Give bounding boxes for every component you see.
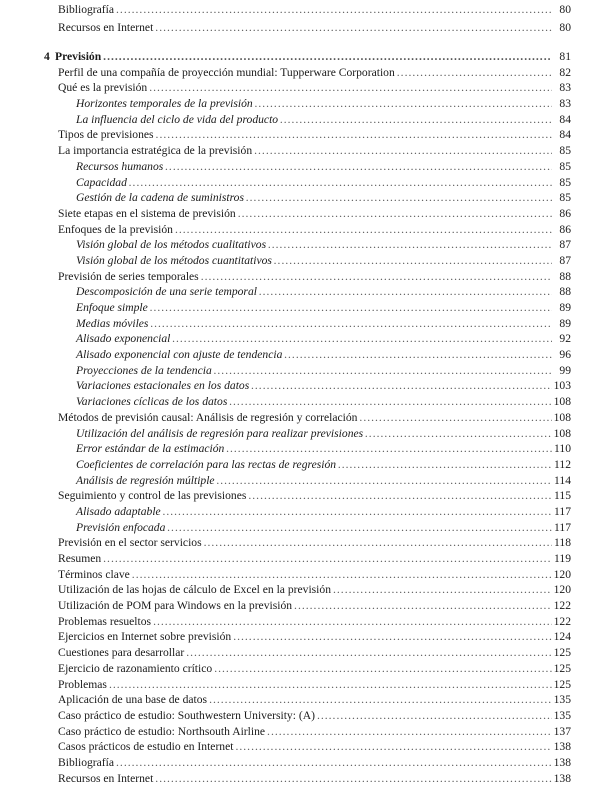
toc-entry[interactable] bbox=[0, 520, 600, 536]
dot-leader bbox=[267, 724, 552, 740]
toc-entry-title: Gestión de la cadena de suministros bbox=[76, 191, 244, 205]
toc-entry-title: Caso práctico de estudio: Southwestern University: (A) bbox=[58, 708, 315, 722]
toc-entry-title: Visión global de los métodos cualitativos bbox=[76, 238, 267, 252]
dot-leader bbox=[217, 473, 552, 489]
toc-entry-title: Siete etapas en el sistema de previsión bbox=[58, 206, 236, 220]
toc-entry[interactable] bbox=[0, 708, 600, 724]
toc-entry-title: Seguimiento y control de las previsiones bbox=[58, 489, 247, 503]
dot-leader bbox=[116, 755, 552, 771]
dot-leader bbox=[201, 269, 552, 285]
dot-leader bbox=[259, 284, 552, 300]
toc-entry-title: Cuestiones para desarrollar bbox=[58, 646, 185, 660]
toc-entry-title: Descomposición de una serie temporal bbox=[76, 285, 257, 299]
dot-leader bbox=[233, 629, 552, 645]
toc-entry[interactable] bbox=[0, 206, 600, 222]
dot-leader bbox=[103, 551, 552, 567]
toc-entry[interactable] bbox=[0, 394, 600, 410]
dot-leader bbox=[229, 394, 552, 410]
toc-entry-page: 112 bbox=[554, 457, 571, 471]
toc-entry-title: Variaciones cíclicas de los datos bbox=[76, 395, 228, 409]
toc-entry-page: 108 bbox=[553, 395, 571, 409]
toc-entry[interactable] bbox=[0, 237, 600, 253]
toc-entry[interactable] bbox=[0, 771, 600, 787]
toc-entry-page: 85 bbox=[559, 191, 571, 205]
dot-leader bbox=[209, 692, 552, 708]
dot-leader bbox=[246, 190, 552, 206]
dot-leader bbox=[165, 159, 552, 175]
previous-chapter-tail bbox=[0, 1, 600, 37]
toc-entry-page: 135 bbox=[553, 708, 571, 722]
dot-leader bbox=[338, 457, 552, 473]
toc-entry-page: 115 bbox=[554, 489, 571, 503]
toc-entry[interactable] bbox=[0, 426, 600, 442]
toc-entry-page: 119 bbox=[554, 552, 571, 565]
toc-entry-page: 89 bbox=[559, 301, 571, 314]
toc-entry-title: Alisado adaptable bbox=[76, 504, 161, 518]
dot-leader bbox=[226, 441, 552, 457]
toc-entry-page: 138 bbox=[553, 740, 571, 754]
chapter-page: 81 bbox=[559, 50, 571, 63]
toc-entry-page: 85 bbox=[559, 175, 571, 189]
toc-entry-title: Tipos de previsiones bbox=[58, 128, 154, 142]
dot-leader bbox=[175, 222, 552, 238]
toc-entry-title: Proyecciones de la tendencia bbox=[76, 363, 212, 377]
toc-entry-title: Error estándar de la estimación bbox=[76, 442, 225, 456]
toc-entry-title: La importancia estratégica de la previsión bbox=[58, 144, 253, 158]
toc-entry-title: Horizontes temporales de la previsión bbox=[76, 97, 253, 111]
toc-entry[interactable] bbox=[0, 65, 600, 81]
toc-entry[interactable] bbox=[0, 677, 600, 693]
dot-leader bbox=[156, 127, 552, 143]
toc-entry-title: Utilización del análisis de regresión para realizar previsiones bbox=[76, 426, 364, 440]
toc-entry-page: 122 bbox=[553, 599, 571, 613]
toc-entry-title: Recursos en Internet bbox=[58, 21, 154, 34]
toc-entry-page: 89 bbox=[559, 316, 571, 330]
toc-entry[interactable] bbox=[0, 504, 600, 520]
dot-leader bbox=[155, 19, 552, 37]
dot-leader bbox=[172, 331, 552, 347]
toc-entry[interactable] bbox=[0, 363, 600, 379]
toc-entry-page: 88 bbox=[559, 285, 571, 299]
dot-leader bbox=[238, 206, 552, 222]
toc-entry-title: Utilización de las hojas de cálculo de Excel en la previsión bbox=[58, 583, 331, 597]
toc-entry[interactable] bbox=[0, 331, 600, 347]
toc-entry[interactable] bbox=[0, 724, 600, 740]
toc-entry-title: Utilización de POM para Windows en la previsión bbox=[58, 599, 293, 613]
toc-entry-page: 82 bbox=[559, 65, 571, 79]
toc-entry-title: Bibliografía bbox=[58, 755, 115, 769]
dot-leader bbox=[186, 645, 552, 661]
toc-entry[interactable] bbox=[0, 567, 600, 583]
toc-entry-title: Recursos humanos bbox=[76, 159, 164, 173]
toc-entry-title: Ejercicio de razonamiento crítico bbox=[58, 661, 213, 675]
dot-leader bbox=[235, 739, 552, 755]
toc-entry-page: 80 bbox=[559, 21, 571, 34]
dot-leader bbox=[251, 378, 552, 394]
toc-entry-title: Alisado exponencial con ajuste de tendencia bbox=[76, 348, 283, 362]
dot-leader bbox=[132, 567, 552, 583]
toc-entry[interactable] bbox=[0, 457, 600, 473]
dot-leader bbox=[163, 504, 552, 520]
toc-entry-title: Medias móviles bbox=[76, 316, 149, 330]
toc-entry-title: Variaciones estacionales en los datos bbox=[76, 379, 250, 393]
dot-leader bbox=[255, 96, 552, 112]
toc-entry-page: 87 bbox=[559, 253, 571, 267]
toc-entry-title: Alisado exponencial bbox=[76, 332, 171, 346]
dot-leader bbox=[167, 520, 552, 536]
dot-leader bbox=[365, 426, 552, 442]
toc-entry[interactable] bbox=[0, 645, 600, 661]
toc-entry[interactable] bbox=[0, 175, 600, 191]
toc-entry-page: 85 bbox=[559, 144, 571, 158]
dot-leader bbox=[280, 112, 552, 128]
toc-entry-title: Aplicación de una base de datos bbox=[58, 693, 208, 707]
toc-entry[interactable] bbox=[0, 378, 600, 394]
toc-entry-page: 124 bbox=[553, 630, 571, 644]
toc-entry[interactable] bbox=[0, 300, 600, 316]
toc-entry-title: Visión global de los métodos cuantitativos bbox=[76, 253, 272, 267]
toc-entry[interactable] bbox=[0, 159, 600, 175]
toc-entry-page: 138 bbox=[553, 771, 571, 785]
dot-leader bbox=[150, 316, 552, 332]
toc-entry-page: 99 bbox=[559, 363, 571, 377]
toc-entry[interactable] bbox=[0, 739, 600, 755]
toc-entry-page: 117 bbox=[554, 504, 571, 518]
toc-entry-title: Problemas bbox=[58, 677, 107, 691]
dot-leader bbox=[317, 708, 552, 724]
toc-entry-title: Recursos en Internet bbox=[58, 771, 154, 785]
toc-entry-title: La influencia del ciclo de vida del producto bbox=[76, 112, 279, 126]
toc-entry[interactable] bbox=[0, 127, 600, 143]
toc-entry[interactable] bbox=[0, 1, 600, 19]
toc-entry-page: 108 bbox=[553, 410, 571, 424]
dot-leader bbox=[359, 410, 552, 426]
toc-entry[interactable] bbox=[0, 96, 600, 112]
toc-entry[interactable] bbox=[0, 253, 600, 269]
toc-entry[interactable] bbox=[0, 473, 600, 489]
toc-entry[interactable] bbox=[0, 222, 600, 238]
dot-leader bbox=[248, 488, 552, 504]
toc-entry-title: Enfoques de la previsión bbox=[58, 222, 173, 236]
toc-entry-title: Qué es la previsión bbox=[58, 81, 148, 95]
dot-leader bbox=[254, 143, 552, 159]
toc-entry-title: Análisis de regresión múltiple bbox=[76, 473, 215, 487]
dot-leader bbox=[284, 347, 552, 363]
dot-leader bbox=[333, 582, 552, 598]
toc-entry-page: 122 bbox=[553, 614, 571, 628]
toc-entry[interactable] bbox=[0, 347, 600, 363]
toc-entry[interactable] bbox=[0, 535, 600, 551]
dot-leader bbox=[155, 771, 552, 787]
toc-entry[interactable] bbox=[0, 488, 600, 504]
toc-entry-title: Previsión de series temporales bbox=[58, 269, 199, 283]
toc-entry-title: Enfoque simple bbox=[76, 301, 148, 314]
toc-entry-page: 96 bbox=[559, 348, 571, 362]
toc-entry-page: 86 bbox=[559, 206, 571, 220]
dot-leader bbox=[129, 175, 552, 191]
toc-entry-title: Previsión enfocada bbox=[76, 520, 166, 534]
toc-entry[interactable] bbox=[0, 661, 600, 677]
toc-entry-page: 84 bbox=[559, 128, 571, 142]
dot-leader bbox=[150, 300, 552, 316]
dot-leader bbox=[204, 535, 552, 551]
dot-leader bbox=[294, 598, 552, 614]
toc-entry[interactable] bbox=[0, 582, 600, 598]
toc-entry-page: 92 bbox=[559, 332, 571, 346]
toc-entry-title: Bibliografía bbox=[58, 3, 115, 16]
toc-entry-page: 80 bbox=[559, 3, 571, 16]
dot-leader bbox=[274, 253, 552, 269]
toc-entry-title: Caso práctico de estudio: Northsouth Airline bbox=[58, 724, 266, 738]
toc-chapter-heading[interactable] bbox=[0, 49, 600, 65]
toc-entry-page: 108 bbox=[553, 426, 571, 440]
toc-entry-page: 125 bbox=[553, 646, 571, 660]
toc-entry[interactable] bbox=[0, 551, 600, 567]
toc-entry[interactable] bbox=[0, 692, 600, 708]
toc-entry[interactable] bbox=[0, 755, 600, 771]
dot-leader bbox=[149, 80, 552, 96]
toc-entry[interactable] bbox=[0, 143, 600, 159]
toc-entry[interactable] bbox=[0, 410, 600, 426]
toc-entry-page: 118 bbox=[554, 536, 571, 550]
toc-entry[interactable] bbox=[0, 80, 600, 96]
toc-entry-title: Resumen bbox=[58, 552, 102, 565]
toc-entry-title: Coeficientes de correlación para las rectas de regresión bbox=[76, 457, 337, 471]
toc-entry-page: 117 bbox=[554, 520, 571, 534]
toc-entry[interactable] bbox=[0, 316, 600, 332]
toc-entry-page: 83 bbox=[559, 81, 571, 95]
toc-entry-title: Ejercicios en Internet sobre previsión bbox=[58, 630, 232, 644]
toc-entry-page: 88 bbox=[559, 269, 571, 283]
chapter-number: 4 bbox=[44, 50, 50, 63]
toc-entry-page: 86 bbox=[559, 222, 571, 236]
toc-entry-page: 87 bbox=[559, 238, 571, 252]
toc-entry-page: 83 bbox=[559, 97, 571, 111]
dot-leader bbox=[116, 1, 552, 19]
toc-entry-title: Casos prácticos de estudio en Internet bbox=[58, 740, 234, 754]
toc-entry-page: 85 bbox=[559, 159, 571, 173]
toc-entry-page: 125 bbox=[553, 677, 571, 691]
toc-entry[interactable] bbox=[0, 190, 600, 206]
toc-entry[interactable] bbox=[0, 441, 600, 457]
toc-entry-page: 120 bbox=[553, 583, 571, 597]
toc-entry-page: 125 bbox=[553, 661, 571, 675]
toc-entry-page: 137 bbox=[553, 724, 571, 738]
toc-entry-page: 84 bbox=[559, 112, 571, 126]
toc-entry-title: Términos clave bbox=[58, 567, 130, 581]
dot-leader bbox=[268, 237, 552, 253]
toc-entry-page: 120 bbox=[553, 567, 571, 581]
toc-entry-title: Capacidad bbox=[76, 175, 127, 189]
toc-entry[interactable] bbox=[0, 614, 600, 630]
dot-leader bbox=[214, 363, 552, 379]
toc-entry-title: Problemas resueltos bbox=[58, 614, 152, 628]
toc-entry[interactable] bbox=[0, 598, 600, 614]
dot-leader bbox=[103, 49, 552, 65]
toc-entry-page: 138 bbox=[553, 755, 571, 769]
toc-entry-page: 135 bbox=[553, 693, 571, 707]
toc-entry-page: 114 bbox=[554, 473, 571, 487]
dot-leader bbox=[214, 661, 552, 677]
toc-entry[interactable] bbox=[0, 19, 600, 37]
toc-entry-title: Métodos de previsión causal: Análisis de regresión y correlación bbox=[58, 410, 358, 424]
dot-leader bbox=[153, 614, 552, 630]
toc-entry[interactable] bbox=[0, 629, 600, 645]
chapter-title: Previsión bbox=[55, 50, 102, 63]
toc-entry[interactable] bbox=[0, 269, 600, 285]
chapter-4-toc bbox=[0, 49, 600, 786]
toc-entry[interactable] bbox=[0, 284, 600, 300]
dot-leader bbox=[397, 65, 552, 81]
toc-entry-title: Perfil de una compañía de proyección mundial: Tupperware Corporation bbox=[58, 65, 395, 79]
toc-entry-page: 110 bbox=[554, 442, 571, 456]
toc-entry-title: Previsión en el sector servicios bbox=[58, 536, 202, 550]
toc-entry[interactable] bbox=[0, 112, 600, 128]
dot-leader bbox=[109, 677, 552, 693]
toc-entry-page: 103 bbox=[553, 379, 571, 393]
